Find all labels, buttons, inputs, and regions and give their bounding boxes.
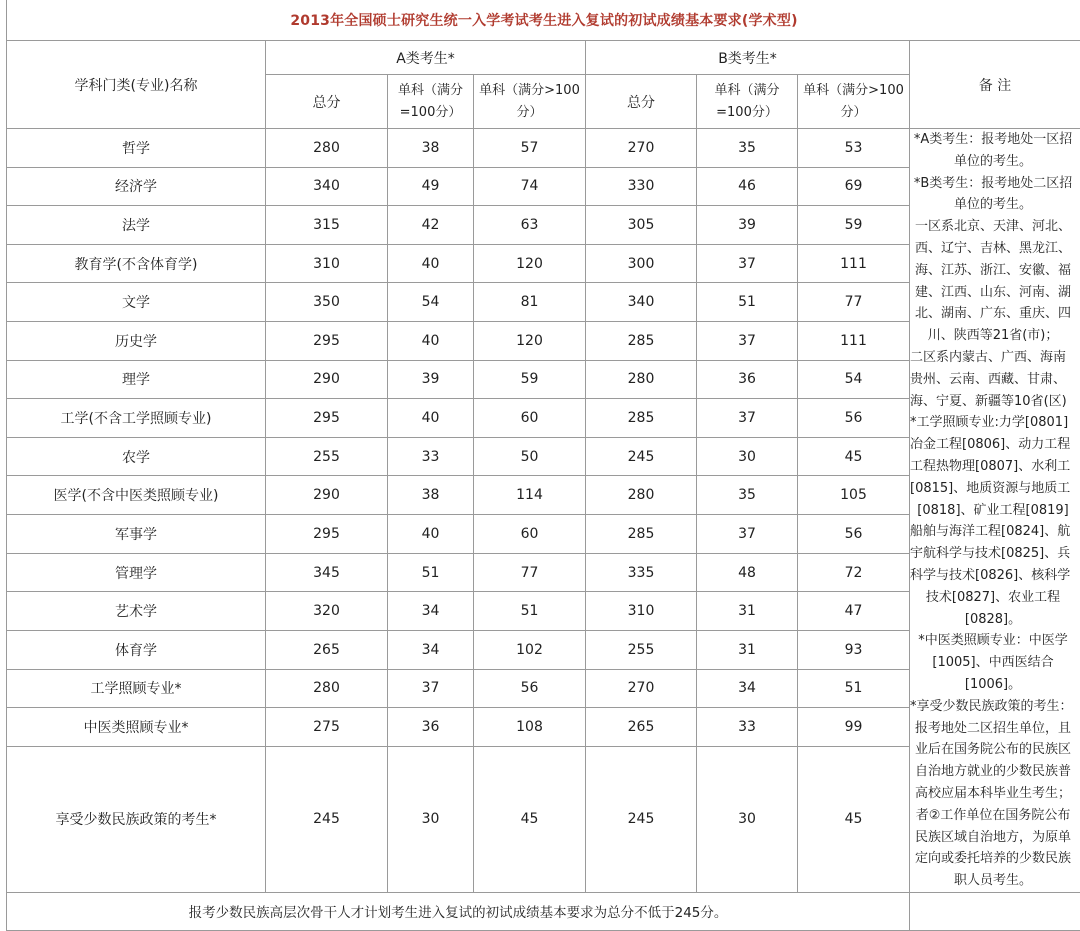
a-total: 295 xyxy=(266,322,388,361)
b-single100: 39 xyxy=(697,206,798,245)
b-single100: 48 xyxy=(697,553,798,592)
a-total: 245 xyxy=(266,746,388,892)
remark-line: 自治地方就业的少数民族普 xyxy=(910,761,1080,783)
a-single-gt100: 120 xyxy=(474,244,586,283)
a-single-gt100: 50 xyxy=(474,437,586,476)
a-single100: 38 xyxy=(388,476,474,515)
remark-line: 海、江苏、浙江、安徽、福 xyxy=(910,260,1080,282)
remark-line: [1005]、中西医结合 xyxy=(910,652,1080,674)
remark-line: 科学与技术[0826]、核科学 xyxy=(910,565,1080,587)
a-total: 280 xyxy=(266,129,388,168)
a-single-gt100: 77 xyxy=(474,553,586,592)
b-single-gt100: 53 xyxy=(798,129,910,168)
discipline-name: 艺术学 xyxy=(7,592,266,631)
a-single100: 34 xyxy=(388,630,474,669)
remark-line: [0815]、地质资源与地质工 xyxy=(910,478,1080,500)
b-total: 310 xyxy=(586,592,697,631)
remark-line: 宇航科学与技术[0825]、兵 xyxy=(910,543,1080,565)
a-single100: 34 xyxy=(388,592,474,631)
a-single-gt100: 114 xyxy=(474,476,586,515)
remark-line: 二区系内蒙古、广西、海南 xyxy=(910,347,1080,369)
a-single100: 40 xyxy=(388,322,474,361)
b-single100: 35 xyxy=(697,129,798,168)
b-single-gt100-header: 单科（满分>100分） xyxy=(798,75,910,129)
b-total: 335 xyxy=(586,553,697,592)
discipline-name: 哲学 xyxy=(7,129,266,168)
a-single100: 33 xyxy=(388,437,474,476)
discipline-name: 法学 xyxy=(7,206,266,245)
a-single100: 49 xyxy=(388,167,474,206)
a-total: 310 xyxy=(266,244,388,283)
b-single100: 37 xyxy=(697,322,798,361)
a-total: 320 xyxy=(266,592,388,631)
remark-line: [1006]。 xyxy=(910,674,1080,696)
b-single100: 34 xyxy=(697,669,798,708)
b-total: 270 xyxy=(586,669,697,708)
discipline-name: 经济学 xyxy=(7,167,266,206)
remark-line: 贵州、云南、西藏、甘肃、 xyxy=(910,369,1080,391)
remark-line: 职人员考生。 xyxy=(910,870,1080,892)
a-total: 350 xyxy=(266,283,388,322)
remark-line: 建、江西、山东、河南、湖 xyxy=(910,282,1080,304)
footnote-row xyxy=(7,892,1080,930)
remark-line: *工学照顾专业:力学[0801] xyxy=(910,412,1080,434)
b-single-gt100: 99 xyxy=(798,708,910,747)
discipline-name: 历史学 xyxy=(7,322,266,361)
footnote-remarks-empty xyxy=(910,892,1080,930)
group-b-header: B类考生* xyxy=(586,41,910,75)
remark-line: 技术[0827]、农业工程 xyxy=(910,587,1080,609)
page-title: 2013年全国硕士研究生统一入学考试考生进入复试的初试成绩基本要求(学术型) xyxy=(6,0,1080,41)
table-row xyxy=(7,129,1080,168)
a-total: 295 xyxy=(266,515,388,554)
discipline-name: 中医类照顾专业* xyxy=(7,708,266,747)
remark-line: 西、辽宁、吉林、黑龙江、 xyxy=(910,238,1080,260)
b-total: 270 xyxy=(586,129,697,168)
remark-line: 船舶与海洋工程[0824]、航 xyxy=(910,521,1080,543)
score-requirements-table xyxy=(6,40,1080,931)
b-single-gt100: 111 xyxy=(798,322,910,361)
a-single-gt100: 60 xyxy=(474,399,586,438)
b-total: 245 xyxy=(586,746,697,892)
a-single-gt100: 59 xyxy=(474,360,586,399)
a-single-gt100: 51 xyxy=(474,592,586,631)
remarks-header: 备 注 xyxy=(910,41,1080,129)
a-single100: 36 xyxy=(388,708,474,747)
remark-line: 单位的考生。 xyxy=(910,194,1080,216)
a-single100-header: 单科（满分=100分） xyxy=(388,75,474,129)
discipline-name: 教育学(不含体育学) xyxy=(7,244,266,283)
b-single-gt100: 56 xyxy=(798,515,910,554)
remark-line: *B类考生：报考地处二区招 xyxy=(910,173,1080,195)
b-total: 305 xyxy=(586,206,697,245)
a-single-gt100: 81 xyxy=(474,283,586,322)
a-single-gt100-header: 单科（满分>100分） xyxy=(474,75,586,129)
remark-line: 工程热物理[0807]、水利工 xyxy=(910,456,1080,478)
b-total: 280 xyxy=(586,476,697,515)
a-total: 255 xyxy=(266,437,388,476)
b-single-gt100: 45 xyxy=(798,746,910,892)
remark-line: 海、宁夏、新疆等10省(区) xyxy=(910,391,1080,413)
a-total: 275 xyxy=(266,708,388,747)
b-single-gt100: 93 xyxy=(798,630,910,669)
b-single100: 36 xyxy=(697,360,798,399)
remark-line: 冶金工程[0806]、动力工程 xyxy=(910,434,1080,456)
a-total: 280 xyxy=(266,669,388,708)
discipline-name: 工学(不含工学照顾专业) xyxy=(7,399,266,438)
b-single100: 30 xyxy=(697,746,798,892)
a-single100: 39 xyxy=(388,360,474,399)
discipline-name: 文学 xyxy=(7,283,266,322)
a-single-gt100: 56 xyxy=(474,669,586,708)
b-single100: 31 xyxy=(697,592,798,631)
remark-line: *享受少数民族政策的考生： xyxy=(910,696,1080,718)
remark-line: *A类考生：报考地处一区招 xyxy=(910,129,1080,151)
b-single100-header: 单科（满分=100分） xyxy=(697,75,798,129)
a-single-gt100: 102 xyxy=(474,630,586,669)
a-total: 290 xyxy=(266,360,388,399)
b-total: 255 xyxy=(586,630,697,669)
a-total: 290 xyxy=(266,476,388,515)
b-single100: 46 xyxy=(697,167,798,206)
b-total: 300 xyxy=(586,244,697,283)
discipline-name: 军事学 xyxy=(7,515,266,554)
discipline-name: 农学 xyxy=(7,437,266,476)
b-single-gt100: 54 xyxy=(798,360,910,399)
discipline-name: 享受少数民族政策的考生* xyxy=(7,746,266,892)
a-total: 340 xyxy=(266,167,388,206)
remark-line: 报考地处二区招生单位，且 xyxy=(910,718,1080,740)
b-total: 285 xyxy=(586,399,697,438)
b-total-header: 总分 xyxy=(586,75,697,129)
a-single100: 37 xyxy=(388,669,474,708)
remark-line: [0818]、矿业工程[0819] xyxy=(910,500,1080,522)
a-single100: 38 xyxy=(388,129,474,168)
b-single100: 33 xyxy=(697,708,798,747)
a-single-gt100: 57 xyxy=(474,129,586,168)
b-total: 285 xyxy=(586,322,697,361)
b-single100: 37 xyxy=(697,515,798,554)
remark-line: *中医类照顾专业：中医学 xyxy=(910,630,1080,652)
remark-line: 一区系北京、天津、河北、 xyxy=(910,216,1080,238)
remarks-text xyxy=(910,129,1080,892)
a-total: 295 xyxy=(266,399,388,438)
b-total: 245 xyxy=(586,437,697,476)
b-single100: 37 xyxy=(697,244,798,283)
b-single100: 31 xyxy=(697,630,798,669)
b-single-gt100: 51 xyxy=(798,669,910,708)
footnote: 报考少数民族高层次骨干人才计划考生进入复试的初试成绩基本要求为总分不低于245分。 xyxy=(7,892,910,930)
a-total: 315 xyxy=(266,206,388,245)
remark-line: 北、湖南、广东、重庆、四 xyxy=(910,303,1080,325)
b-single-gt100: 105 xyxy=(798,476,910,515)
b-total: 265 xyxy=(586,708,697,747)
remark-line: 者②工作单位在国务院公布 xyxy=(910,805,1080,827)
b-total: 285 xyxy=(586,515,697,554)
b-single100: 30 xyxy=(697,437,798,476)
remark-line: 民族区域自治地方，为原单 xyxy=(910,827,1080,849)
a-single100: 40 xyxy=(388,515,474,554)
discipline-name: 管理学 xyxy=(7,553,266,592)
b-single-gt100: 77 xyxy=(798,283,910,322)
b-single-gt100: 69 xyxy=(798,167,910,206)
a-single100: 54 xyxy=(388,283,474,322)
b-single-gt100: 111 xyxy=(798,244,910,283)
a-single-gt100: 120 xyxy=(474,322,586,361)
a-single100: 40 xyxy=(388,399,474,438)
remark-line: 定向或委托培养的少数民族 xyxy=(910,848,1080,870)
b-single-gt100: 47 xyxy=(798,592,910,631)
b-single100: 51 xyxy=(697,283,798,322)
a-total-header: 总分 xyxy=(266,75,388,129)
discipline-name: 医学(不含中医类照顾专业) xyxy=(7,476,266,515)
remark-line: 单位的考生。 xyxy=(910,151,1080,173)
b-single-gt100: 56 xyxy=(798,399,910,438)
group-a-header: A类考生* xyxy=(266,41,586,75)
b-single-gt100: 59 xyxy=(798,206,910,245)
discipline-name: 工学照顾专业* xyxy=(7,669,266,708)
discipline-name: 理学 xyxy=(7,360,266,399)
b-single-gt100: 72 xyxy=(798,553,910,592)
b-total: 340 xyxy=(586,283,697,322)
b-total: 280 xyxy=(586,360,697,399)
a-total: 345 xyxy=(266,553,388,592)
remark-line: [0828]。 xyxy=(910,609,1080,631)
b-total: 330 xyxy=(586,167,697,206)
discipline-name: 体育学 xyxy=(7,630,266,669)
remark-line: 川、陕西等21省(市)； xyxy=(910,325,1080,347)
remark-line: 高校应届本科毕业生考生； xyxy=(910,783,1080,805)
b-single-gt100: 45 xyxy=(798,437,910,476)
a-single100: 42 xyxy=(388,206,474,245)
a-total: 265 xyxy=(266,630,388,669)
a-single-gt100: 63 xyxy=(474,206,586,245)
a-single-gt100: 108 xyxy=(474,708,586,747)
b-single100: 35 xyxy=(697,476,798,515)
a-single-gt100: 74 xyxy=(474,167,586,206)
remarks-cell xyxy=(910,129,1080,893)
discipline-header: 学科门类(专业)名称 xyxy=(7,41,266,129)
a-single-gt100: 60 xyxy=(474,515,586,554)
b-single100: 37 xyxy=(697,399,798,438)
a-single100: 51 xyxy=(388,553,474,592)
a-single100: 40 xyxy=(388,244,474,283)
remark-line: 业后在国务院公布的民族区 xyxy=(910,739,1080,761)
a-single-gt100: 45 xyxy=(474,746,586,892)
a-single100: 30 xyxy=(388,746,474,892)
